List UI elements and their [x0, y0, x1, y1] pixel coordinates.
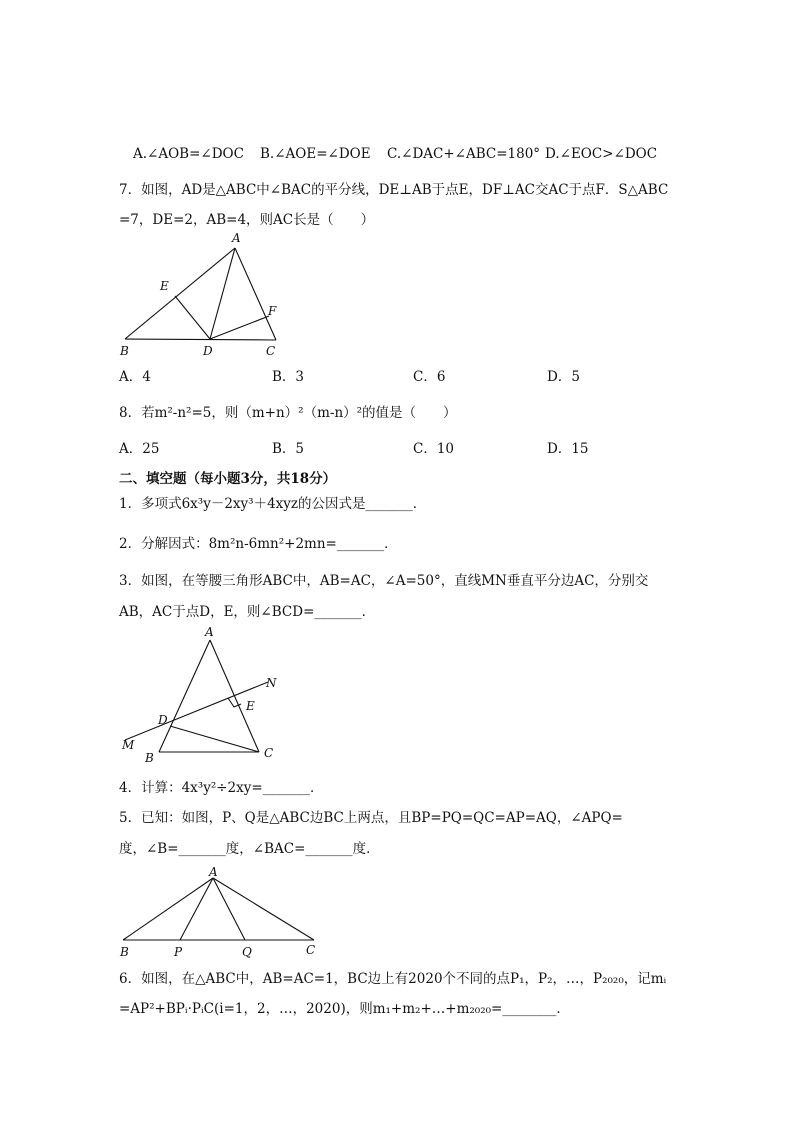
- q7-option-a: A．4: [119, 369, 151, 385]
- q7-label-c: C: [266, 344, 276, 358]
- q7-label-e: E: [160, 279, 169, 293]
- q7-side-ab: [125, 248, 235, 339]
- q7-label-b: B: [120, 344, 129, 358]
- f5-side-ac: [213, 878, 314, 940]
- fill-q3-text-line1: 3．如图，在等腰三角形ABC中，AB=AC，∠A=50°，直线MN垂直平分边AC，分别交: [119, 573, 649, 589]
- f5-label-b: B: [120, 945, 129, 959]
- q8-option-d: D．15: [547, 441, 589, 457]
- f5-label-a: A: [209, 865, 218, 879]
- fill-q5-text-line2: 度，∠B=_______度，∠BAC=_______度．: [119, 841, 380, 857]
- q8-option-c: C．10: [413, 441, 455, 457]
- f3-label-e: E: [246, 699, 255, 713]
- q7-segment-df: [210, 316, 269, 339]
- fill-q5-figure: [118, 864, 328, 960]
- f3-label-n: N: [266, 676, 277, 690]
- f5-segment-ap: [180, 878, 213, 940]
- option-a: A.∠AOB=∠DOC: [133, 146, 244, 162]
- q7-segment-de: [175, 296, 210, 339]
- q7-text-line2: =7，DE=2，AB=4，则AC长是（ ）: [119, 212, 375, 228]
- f3-label-d: D: [158, 713, 168, 727]
- section-title-fill-in: 二、填空题（每小题3分，共18分）: [119, 471, 337, 487]
- f3-label-m: M: [122, 738, 135, 752]
- q7-segment-ad: [210, 248, 235, 339]
- fill-q3-figure: [118, 622, 288, 765]
- f3-label-b: B: [145, 751, 154, 765]
- q7-option-b: B．3: [272, 369, 305, 385]
- option-c: C.∠DAC+∠ABC=180°: [387, 146, 541, 162]
- q7-label-f: F: [268, 304, 277, 318]
- f3-label-a: A: [205, 625, 214, 639]
- q7-text-line1: 7．如图，AD是△ABC中∠BAC的平分线，DE⊥AB于点E，DF⊥AC交AC于点F．S△ABC: [119, 182, 669, 198]
- q7-label-a: A: [232, 231, 241, 245]
- fill-q4-text: 4．计算：4x³y²÷2xy=_______．: [119, 780, 324, 796]
- f5-label-q: Q: [242, 945, 252, 959]
- option-d: D.∠EOC>∠DOC: [545, 146, 658, 162]
- q7-side-bc: [125, 339, 276, 340]
- f5-label-c: C: [306, 943, 316, 957]
- f5-label-p: P: [174, 945, 183, 959]
- f5-side-ab: [123, 878, 213, 940]
- q8-text: 8．若m²-n²=5，则（m+n）²（m-n）²的值是（ ）: [119, 405, 457, 421]
- fill-q5-text-line1: 5．已知：如图，P、Q是△ABC边BC上两点，且BP=PQ=QC=AP=AQ，∠APQ=: [119, 810, 623, 826]
- q7-option-d: D．5: [547, 369, 580, 385]
- f3-segment-dc: [170, 726, 259, 752]
- q8-option-a: A．25: [119, 441, 160, 457]
- q7-label-d: D: [203, 344, 213, 358]
- fill-q6-text-line1: 6．如图，在△ABC中，AB=AC=1，BC边上有2020个不同的点P₁，P₂，…，P₂₀₂₀，记mᵢ: [119, 971, 667, 987]
- option-b: B.∠AOE=∠DOE: [260, 146, 371, 162]
- fill-q2-text: 2．分解因式：8m²n-6mn²+2mn=_______．: [119, 536, 398, 552]
- q7-figure: [118, 230, 298, 360]
- fill-q6-text-line2: =AP²+BPᵢ·PᵢC(i=1，2，…，2020)，则m₁+m₂+…+m₂₀₂₀=________．: [119, 1001, 570, 1017]
- fill-q3-text-line2: AB，AC于点D，E，则∠BCD=_______．: [119, 604, 376, 620]
- fill-q1-text: 1．多项式6x³y－2xy³＋4xyz的公因式是_______．: [119, 496, 427, 512]
- q7-option-c: C．6: [413, 369, 446, 385]
- q7-side-ac: [235, 248, 276, 340]
- q8-option-b: B．5: [272, 441, 305, 457]
- f3-label-c: C: [264, 746, 274, 760]
